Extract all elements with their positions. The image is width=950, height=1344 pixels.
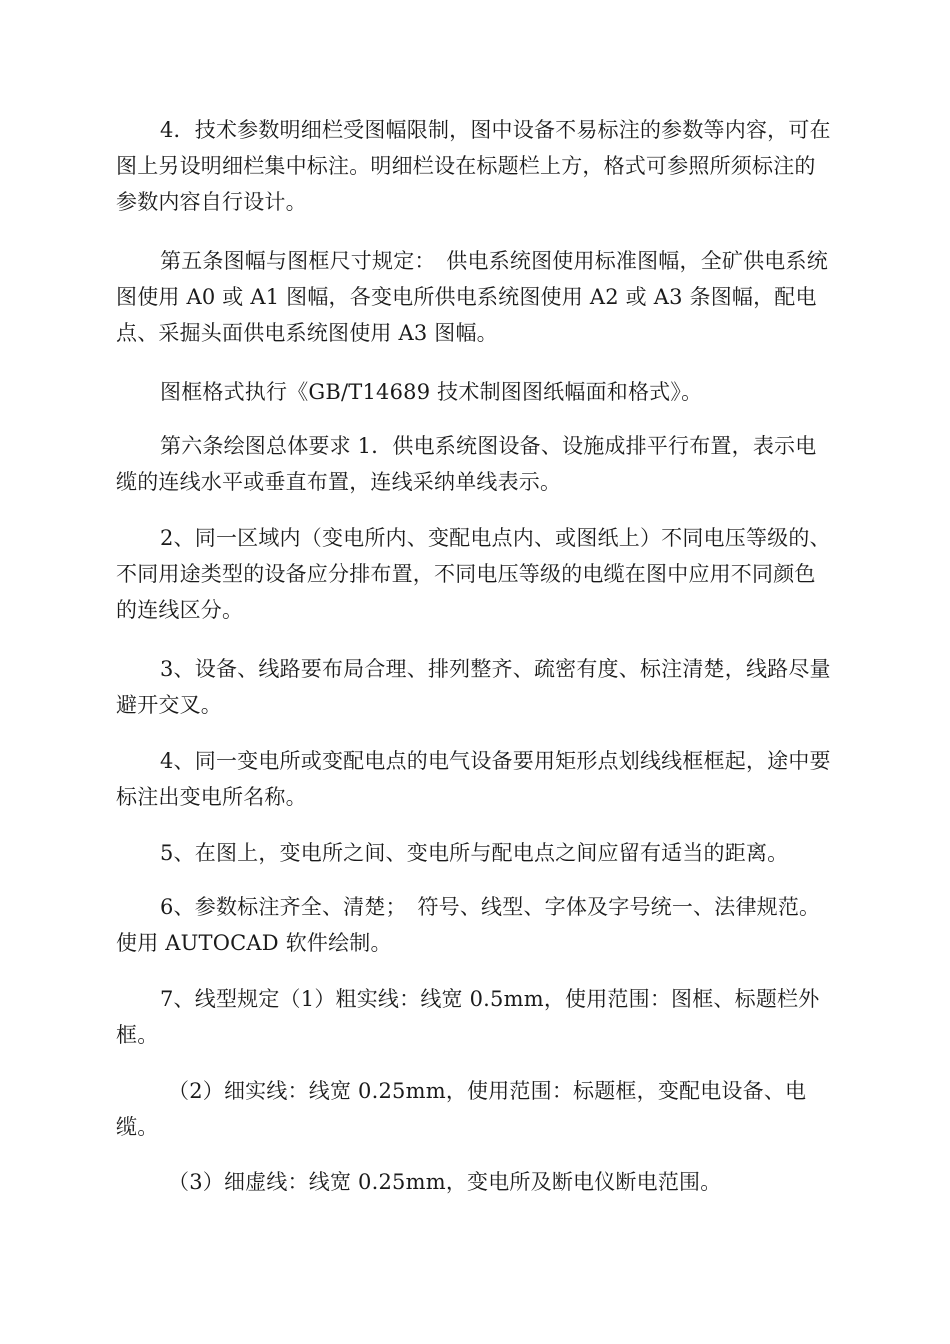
paragraph-item-4: 4、同一变电所或变配电点的电气设备要用矩形点划线线框框起，途中要标注出变电所名称。 [116, 749, 831, 809]
paragraph-thin-dashed-line: （3）细虚线：线宽 0.25mm，变电所及断电仪断电范围。 [168, 1170, 722, 1194]
paragraph-article-6: 第六条绘图总体要求 1．供电系统图设备、设施成排平行布置，表示电缆的连线水平或垂直布置，连线采纳单线表示。 [116, 434, 817, 494]
paragraph-tech-params: 4．技术参数明细栏受图幅限制，图中设备不易标注的参数等内容，可在图上另设明细栏集中标注。明细栏设在标题栏上方，格式可参照所须标注的参数内容自行设计。 [116, 118, 831, 214]
paragraph-item-7: 7、线型规定（1）粗实线：线宽 0.5mm，使用范围：图框、标题栏外框。 [116, 987, 820, 1047]
paragraph-item-2: 2、同一区域内（变电所内、变配电点内、或图纸上）不同电压等级的、不同用途类型的设备应分排布置，不同电压等级的电缆在图中应用不同颜色的连线区分。 [116, 526, 831, 622]
paragraph-thin-solid-line: （2）细实线：线宽 0.25mm，使用范围：标题框，变配电设备、电缆。 [116, 1079, 807, 1139]
paragraph-article-5: 第五条图幅与图框尺寸规定： 供电系统图使用标准图幅，全矿供电系统图使用 A0 或 A1 图幅，各变电所供电系统图使用 A2 或 A3 条图幅，配电点、采掘头面供电系统图使用 A3 图幅。 [116, 249, 828, 345]
paragraph-frame-format: 图框格式执行《GB/T14689 技术制图图纸幅面和格式》。 [160, 380, 703, 404]
paragraph-item-6: 6、参数标注齐全、清楚； 符号、线型、字体及字号统一、法律规范。使用 AUTOCAD 软件绘制。 [116, 895, 821, 955]
paragraph-item-5: 5、在图上，变电所之间、变电所与配电点之间应留有适当的距离。 [160, 841, 789, 865]
paragraph-item-3: 3、设备、线路要布局合理、排列整齐、疏密有度、标注清楚，线路尽量避开交叉。 [116, 657, 831, 717]
